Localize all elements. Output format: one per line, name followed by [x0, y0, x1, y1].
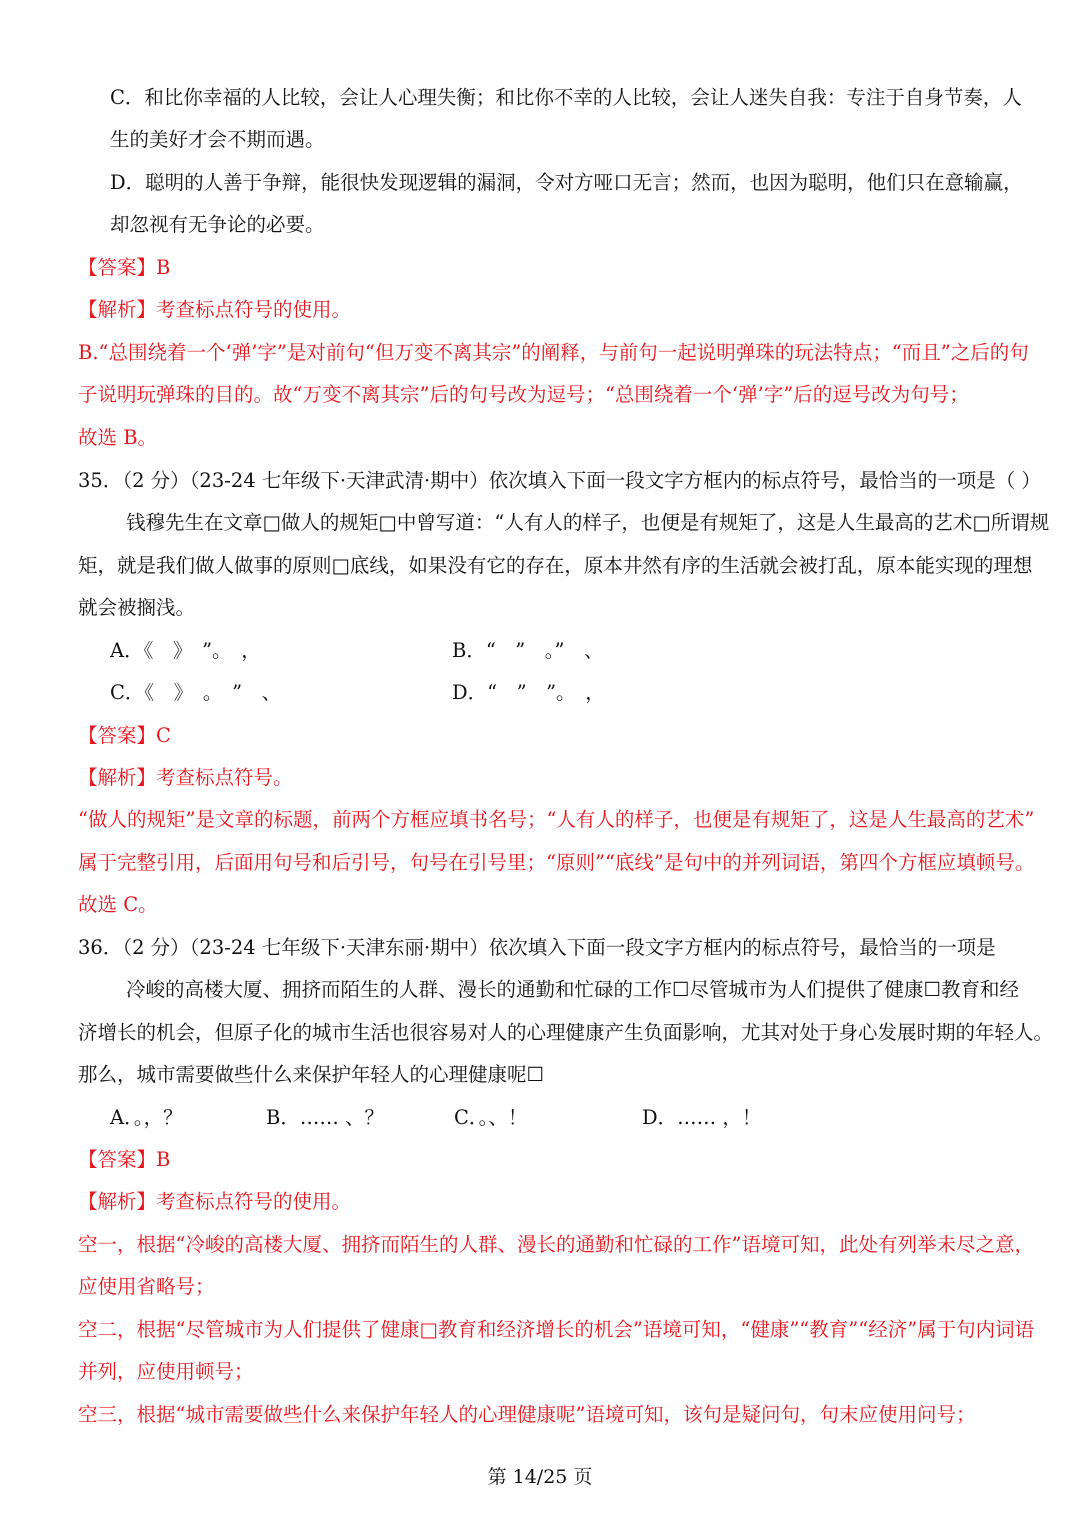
option-d-line-1: D．聪明的人善于争辩，能很快发现逻辑的漏洞，令对方哑口无言；然而，也因为聪明，他们只在意输赢，	[110, 171, 1023, 194]
question-35-passage: 就会被搁浅。	[78, 596, 196, 619]
explanation-line: 故选 B。	[78, 426, 158, 449]
question-36-option-a: A．。，？	[110, 1106, 183, 1129]
question-35-passage: 矩，就是我们做人做事的原则□底线，如果没有它的存在，原本井然有序的生活就会被打乱，原本能实现的理想	[78, 554, 1033, 577]
option-d-line-2: 却忽视有无争论的必要。	[110, 213, 325, 236]
question-36-option-b: B．…… 、？	[266, 1106, 385, 1129]
page-number: 第 14/25 页	[487, 1466, 593, 1488]
question-35-stem: 35．（2 分）（23-24 七年级下·天津武清·期中）依次填入下面一段文字方框内的标点符号，最恰当的一项是（ ）	[78, 469, 1041, 492]
answer-label: 【答案】B	[78, 1148, 171, 1171]
question-36-passage: 济增长的机会，但原子化的城市生活也很容易对人的心理健康产生负面影响，尤其对处于身心发展时期的年轻人。	[78, 1021, 1054, 1044]
question-35-passage: 钱穆先生在文章□做人的规矩□中曾写道：“人有人的样子，也便是有规矩了，这是人生最高的艺术□所谓规	[126, 511, 1050, 534]
explanation-line: 应使用省略号；	[78, 1275, 215, 1298]
explanation-line: 并列，应使用顿号；	[78, 1360, 254, 1383]
question-35-option-a: A．《 》 ”。 ，	[110, 639, 261, 662]
explanation-line: 子说明玩弹珠的目的。故“万变不离其宗”后的句号改为逗号；“总围绕着一个‘弹’字”后的逗号改为句号；	[78, 383, 969, 406]
question-35-option-d: D．“ ” ”。 ，	[452, 681, 605, 704]
option-c-line-1: C．和比你幸福的人比较，会让人心理失衡；和比你不幸的人比较，会让人迷失自我：专注于自身节奏，人	[110, 86, 1022, 109]
analysis-label: 【解析】考查标点符号。	[78, 766, 293, 789]
answer-label: 【答案】B	[78, 256, 171, 279]
explanation-line: 空二，根据“尽管城市为人们提供了健康□教育和经济增长的机会”语境可知，“健康”“教育”“经济”属于句内词语	[78, 1318, 1035, 1341]
question-35-option-c: C．《 》 。 ” 、	[110, 681, 282, 704]
question-36-passage: 那么，城市需要做些什么来保护年轻人的心理健康呢☐	[78, 1063, 544, 1086]
analysis-label: 【解析】考查标点符号的使用。	[78, 1190, 352, 1213]
explanation-line: 空一，根据“冷峻的高楼大厦、拥挤而陌生的人群、漫长的通勤和忙碌的工作”语境可知，此处有列举未尽之意，	[78, 1233, 1034, 1256]
question-35-option-b: B．“ ” 。” 、	[452, 639, 604, 662]
explanation-line: B.“总围绕着一个‘弹’字”是对前句“但万变不离其宗”的阐释，与前句一起说明弹珠的玩法特点；“而且”之后的句	[78, 341, 1029, 364]
explanation-line: 属于完整引用，后面用句号和后引号，句号在引号里；“原则”“底线”是句中的并列词语，第四个方框应填顿号。	[78, 851, 1035, 874]
explanation-line: 故选 C。	[78, 893, 158, 916]
explanation-line: 空三，根据“城市需要做些什么来保护年轻人的心理健康呢”语境可知，该句是疑问句，句末应使用问号；	[78, 1403, 976, 1426]
question-36-stem: 36．（2 分）（23-24 七年级下·天津东丽·期中）依次填入下面一段文字方框内的标点符号，最恰当的一项是	[78, 936, 996, 959]
answer-label: 【答案】C	[78, 724, 171, 747]
analysis-label: 【解析】考查标点符号的使用。	[78, 298, 352, 321]
explanation-line: “做人的规矩”是文章的标题，前两个方框应填书名号；“人有人的样子，也便是有规矩了，这是人生最高的艺术”	[78, 808, 1035, 831]
question-36-passage: 冷峻的高楼大厦、拥挤而陌生的人群、漫长的通勤和忙碌的工作☐尽管城市为人们提供了健康☐教育和经	[126, 978, 1019, 1001]
option-c-line-2: 生的美好才会不期而遇。	[110, 128, 325, 151]
question-36-option-c: C．。、！	[454, 1106, 528, 1129]
question-36-option-d: D．…… ，！	[642, 1106, 762, 1129]
